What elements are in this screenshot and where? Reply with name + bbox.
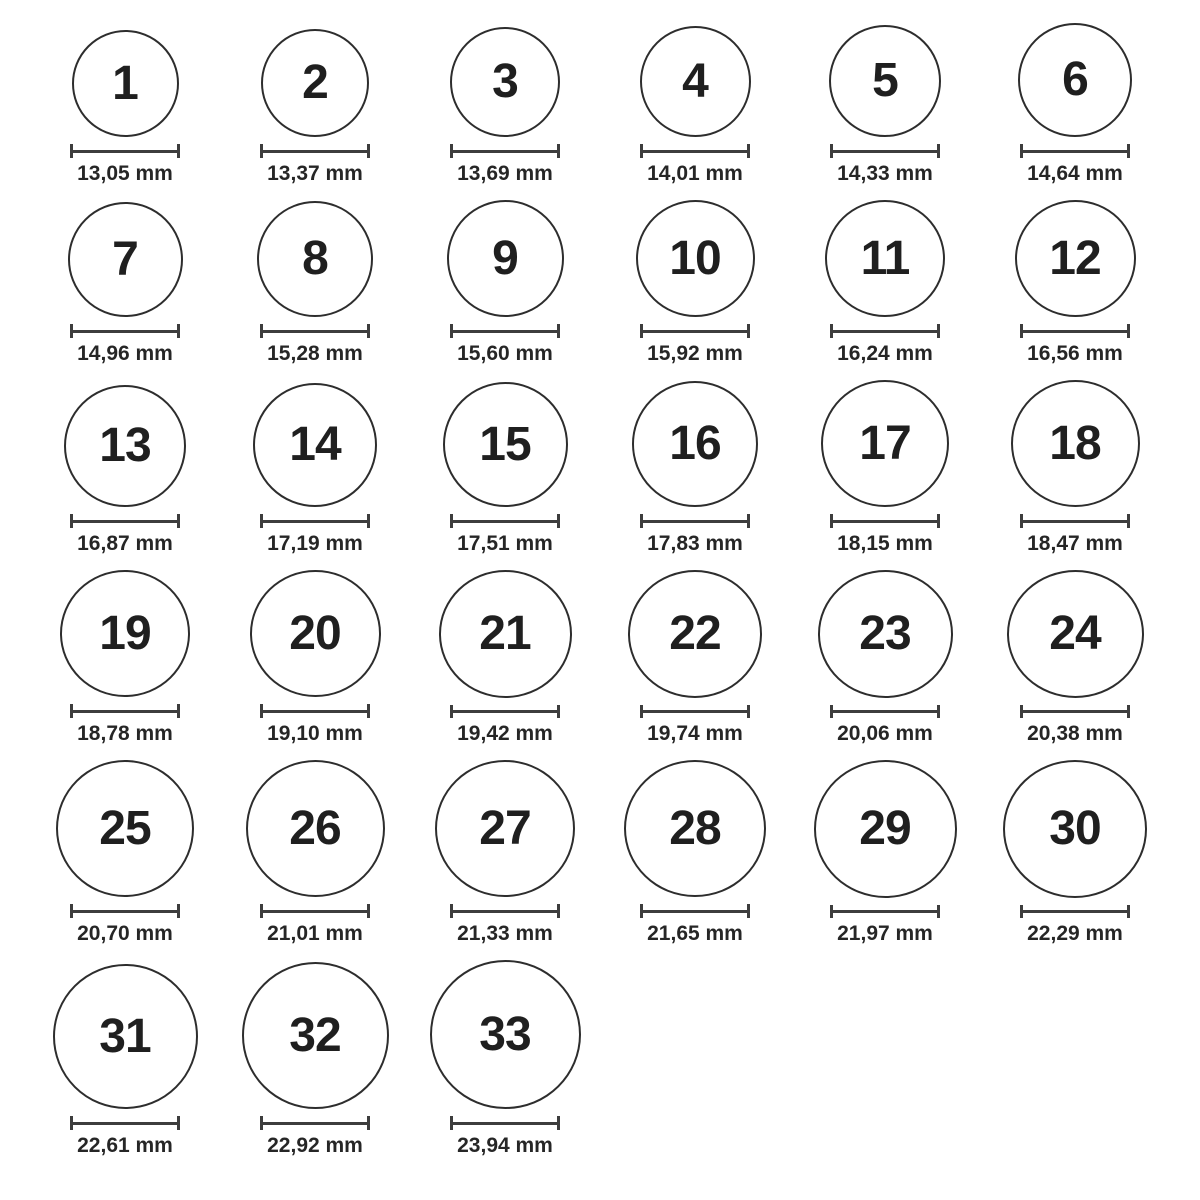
diameter-dimension-line xyxy=(1020,905,1130,918)
ring-size-number: 17 xyxy=(859,416,911,470)
ring-circle xyxy=(439,570,572,698)
ring-size-item xyxy=(600,760,790,960)
diameter-dimension-line xyxy=(830,144,940,158)
diameter-dimension-line xyxy=(830,705,940,718)
diameter-dimension-line xyxy=(450,324,560,338)
ring-size-item xyxy=(790,0,980,200)
ring-circle xyxy=(632,381,758,507)
ring-circle xyxy=(253,383,377,507)
ring-size-item xyxy=(600,380,790,570)
ring-size-number: 24 xyxy=(1049,606,1101,660)
diameter-dimension-line xyxy=(450,904,560,918)
ring-circle xyxy=(246,760,385,897)
diameter-dimension-line xyxy=(1020,705,1130,718)
ring-size-number: 6 xyxy=(1062,53,1088,106)
ring-size-item xyxy=(410,960,600,1200)
ring-circle xyxy=(72,30,179,137)
ring-circle xyxy=(430,960,581,1109)
diameter-dimension-line xyxy=(70,324,180,338)
ring-size-item xyxy=(220,570,410,760)
diameter-dimension-line xyxy=(260,1116,370,1130)
ring-size-number: 5 xyxy=(872,54,898,107)
ring-size-item xyxy=(980,0,1170,200)
diameter-label: 21,01 mm xyxy=(267,922,363,945)
diameter-dimension-line xyxy=(450,514,560,528)
diameter-label: 17,51 mm xyxy=(457,532,553,555)
diameter-dimension-line xyxy=(640,904,750,918)
ring-size-item xyxy=(30,760,220,960)
diameter-label: 20,06 mm xyxy=(837,722,933,745)
ring-size-number: 19 xyxy=(99,606,151,660)
diameter-dimension-line xyxy=(640,324,750,338)
ring-size-item xyxy=(980,570,1170,760)
ring-size-number: 29 xyxy=(859,801,911,855)
ring-circle xyxy=(624,760,766,897)
ring-circle xyxy=(250,570,381,697)
ring-circle xyxy=(443,382,568,507)
diameter-dimension-line xyxy=(70,704,180,718)
ring-size-number: 30 xyxy=(1049,801,1101,855)
diameter-dimension-line xyxy=(260,144,370,158)
ring-size-item xyxy=(410,200,600,380)
diameter-label: 22,61 mm xyxy=(77,1134,173,1157)
diameter-label: 22,29 mm xyxy=(1027,922,1123,945)
diameter-dimension-line xyxy=(70,1116,180,1130)
ring-size-item xyxy=(790,380,980,570)
ring-size-item xyxy=(600,0,790,200)
ring-size-item xyxy=(220,0,410,200)
ring-circle xyxy=(242,962,389,1109)
diameter-dimension-line xyxy=(1020,324,1130,338)
diameter-label: 22,92 mm xyxy=(267,1134,363,1157)
ring-circle xyxy=(636,200,755,317)
ring-circle xyxy=(261,29,369,137)
diameter-label: 13,37 mm xyxy=(267,162,363,185)
diameter-label: 16,56 mm xyxy=(1027,342,1123,365)
ring-size-number: 14 xyxy=(289,418,341,471)
diameter-label: 16,24 mm xyxy=(837,342,933,365)
ring-size-item xyxy=(30,570,220,760)
ring-size-number: 12 xyxy=(1049,231,1101,285)
diameter-label: 19,10 mm xyxy=(267,722,363,745)
ring-size-number: 4 xyxy=(682,54,708,108)
ring-circle xyxy=(628,570,762,698)
ring-size-number: 13 xyxy=(99,419,151,472)
diameter-label: 15,28 mm xyxy=(267,342,363,365)
ring-circle xyxy=(1003,760,1147,898)
ring-size-item xyxy=(980,200,1170,380)
ring-circle xyxy=(53,964,198,1109)
diameter-dimension-line xyxy=(640,514,750,528)
ring-size-number: 9 xyxy=(492,231,518,285)
diameter-dimension-line xyxy=(260,704,370,718)
diameter-label: 21,65 mm xyxy=(647,922,743,945)
diameter-label: 21,33 mm xyxy=(457,922,553,945)
diameter-label: 20,38 mm xyxy=(1027,722,1123,745)
ring-size-number: 11 xyxy=(860,231,910,285)
ring-circle xyxy=(640,26,751,137)
ring-circle xyxy=(64,385,186,507)
ring-size-number: 21 xyxy=(479,606,531,660)
ring-size-number: 8 xyxy=(302,232,328,285)
diameter-dimension-line xyxy=(830,324,940,338)
diameter-label: 23,94 mm xyxy=(457,1134,553,1157)
ring-size-item xyxy=(30,0,220,200)
diameter-label: 18,47 mm xyxy=(1027,532,1123,555)
ring-size-item xyxy=(220,960,410,1200)
diameter-label: 15,92 mm xyxy=(647,342,743,365)
ring-circle xyxy=(825,200,945,317)
diameter-dimension-line xyxy=(830,905,940,918)
diameter-dimension-line xyxy=(70,514,180,528)
diameter-label: 20,70 mm xyxy=(77,922,173,945)
diameter-label: 21,97 mm xyxy=(837,922,933,945)
diameter-label: 14,64 mm xyxy=(1027,162,1123,185)
ring-circle xyxy=(1018,23,1132,137)
ring-size-number: 18 xyxy=(1049,416,1101,470)
ring-size-item xyxy=(980,760,1170,960)
ring-circle xyxy=(447,200,564,317)
diameter-label: 19,42 mm xyxy=(457,722,553,745)
diameter-label: 18,15 mm xyxy=(837,532,933,555)
ring-circle xyxy=(1015,200,1136,317)
ring-circle xyxy=(818,570,953,698)
ring-circle xyxy=(60,570,190,697)
ring-size-item xyxy=(790,760,980,960)
ring-size-item xyxy=(220,760,410,960)
ring-size-item xyxy=(790,200,980,380)
diameter-dimension-line xyxy=(450,144,560,158)
diameter-label: 14,33 mm xyxy=(837,162,933,185)
diameter-label: 15,60 mm xyxy=(457,342,553,365)
diameter-dimension-line xyxy=(450,705,560,718)
ring-size-number: 23 xyxy=(859,606,911,660)
ring-size-number: 7 xyxy=(112,232,138,286)
ring-size-number: 20 xyxy=(289,606,341,660)
ring-circle xyxy=(450,27,560,137)
diameter-dimension-line xyxy=(640,144,750,158)
ring-circle xyxy=(68,202,183,317)
ring-size-number: 16 xyxy=(669,417,721,470)
ring-size-number: 27 xyxy=(479,801,531,855)
ring-size-number: 15 xyxy=(479,417,531,471)
ring-circle xyxy=(56,760,194,897)
ring-size-number: 26 xyxy=(289,801,341,855)
ring-circle xyxy=(1007,570,1144,698)
diameter-label: 16,87 mm xyxy=(77,532,173,555)
ring-size-number: 22 xyxy=(669,606,721,660)
ring-size-number: 1 xyxy=(112,56,138,110)
ring-size-item xyxy=(410,0,600,200)
ring-size-item xyxy=(410,380,600,570)
ring-size-item xyxy=(220,200,410,380)
diameter-label: 14,01 mm xyxy=(647,162,743,185)
ring-size-item xyxy=(600,200,790,380)
ring-size-item xyxy=(600,570,790,760)
ring-size-item xyxy=(410,760,600,960)
ring-size-number: 3 xyxy=(492,55,518,108)
diameter-label: 13,05 mm xyxy=(77,162,173,185)
diameter-dimension-line xyxy=(450,1116,560,1130)
ring-circle xyxy=(1011,380,1140,507)
ring-size-number: 25 xyxy=(99,801,151,855)
diameter-dimension-line xyxy=(260,324,370,338)
ring-size-item xyxy=(30,380,220,570)
ring-circle xyxy=(435,760,575,897)
ring-size-number: 2 xyxy=(302,56,328,109)
ring-size-number: 32 xyxy=(289,1008,341,1062)
diameter-label: 13,69 mm xyxy=(457,162,553,185)
ring-circle xyxy=(814,760,957,898)
ring-circle xyxy=(829,25,941,137)
ring-size-number: 28 xyxy=(669,801,721,855)
ring-size-item xyxy=(220,380,410,570)
ring-size-item xyxy=(30,200,220,380)
diameter-dimension-line xyxy=(1020,514,1130,528)
diameter-dimension-line xyxy=(260,904,370,918)
diameter-dimension-line xyxy=(640,705,750,718)
ring-size-item xyxy=(790,570,980,760)
ring-circle xyxy=(257,201,373,317)
diameter-dimension-line xyxy=(70,904,180,918)
ring-size-item xyxy=(980,380,1170,570)
diameter-label: 17,83 mm xyxy=(647,532,743,555)
ring-size-number: 10 xyxy=(669,231,721,285)
ring-size-item xyxy=(30,960,220,1200)
diameter-dimension-line xyxy=(260,514,370,528)
ring-size-number: 33 xyxy=(479,1007,531,1061)
diameter-dimension-line xyxy=(830,514,940,528)
ring-size-number: 31 xyxy=(99,1009,151,1063)
ring-circle xyxy=(821,380,949,507)
diameter-label: 18,78 mm xyxy=(77,722,173,745)
diameter-label: 19,74 mm xyxy=(647,722,743,745)
diameter-dimension-line xyxy=(70,144,180,158)
ring-size-item xyxy=(410,570,600,760)
diameter-dimension-line xyxy=(1020,144,1130,158)
diameter-label: 17,19 mm xyxy=(267,532,363,555)
diameter-label: 14,96 mm xyxy=(77,342,173,365)
